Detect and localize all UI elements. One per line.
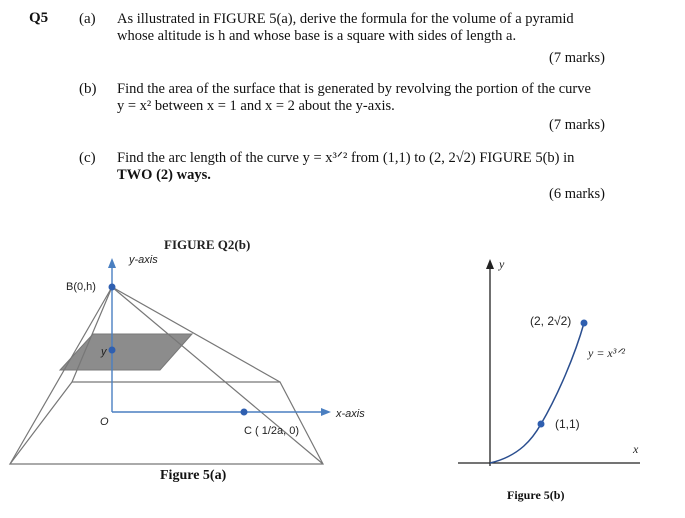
pyramid-edge-front-left — [10, 287, 112, 464]
fig-b-curve — [490, 323, 584, 463]
fig-b-y-label: y — [499, 257, 505, 271]
fig-b-point-bottom — [538, 421, 545, 428]
part-b-line1: Find the area of the surface that is generated by revolving the portion of the curve — [117, 81, 591, 97]
apex-label: B(0,h) — [66, 281, 96, 293]
x-axis-label: x-axis — [336, 408, 365, 420]
part-c-label: (c) — [79, 150, 96, 166]
part-b-marks: (7 marks) — [549, 117, 605, 133]
part-c-marks: (6 marks) — [549, 186, 605, 202]
fig-b-point-top — [581, 320, 588, 327]
y-axis-arrowhead — [108, 258, 116, 268]
part-b-line2: y = x² between x = 1 and x = 2 about the y-axis. — [117, 98, 395, 114]
y-point-label: y — [101, 346, 107, 358]
part-a-line2: whose altitude is h and whose base is a square with sides of length a. — [117, 28, 517, 44]
part-c-line2: TWO (2) ways. — [117, 167, 211, 183]
y-point — [109, 347, 116, 354]
part-a-marks: (7 marks) — [549, 50, 605, 66]
part-c-line1: Find the arc length of the curve y = x³ᐟ² from (1,1) to (2, 2√2) FIGURE 5(b) in — [117, 150, 575, 166]
y-axis-label: y-axis — [129, 254, 158, 266]
fig-b-curve-label: y = x³ᐟ² — [588, 346, 626, 360]
fig-b-point-top-label: (2, 2√2) — [530, 314, 572, 328]
part-a-line1: As illustrated in FIGURE 5(a), derive the formula for the volume of a pyramid — [117, 11, 574, 27]
fig-b-x-label: x — [633, 442, 639, 456]
pyramid-base-outline — [10, 382, 323, 464]
part-b-label: (b) — [79, 81, 97, 97]
fig-b-point-bottom-label: (1,1) — [555, 417, 580, 431]
part-a-label: (a) — [79, 11, 96, 27]
question-number: Q5 — [29, 10, 49, 26]
x-axis-arrowhead — [321, 408, 331, 416]
apex-point — [109, 284, 116, 291]
figure-a-overlap-title: FIGURE Q2(b) — [164, 237, 251, 252]
figure-a-caption: Figure 5(a) — [160, 468, 227, 483]
point-c-label: C ( 1/2a, 0) — [244, 425, 300, 437]
fig-b-y-arrowhead — [486, 259, 494, 269]
origin-label: O — [100, 416, 109, 428]
figure-b-caption: Figure 5(b) — [507, 488, 565, 502]
point-c — [241, 409, 248, 416]
pyramid-edge-front-right — [112, 287, 323, 464]
